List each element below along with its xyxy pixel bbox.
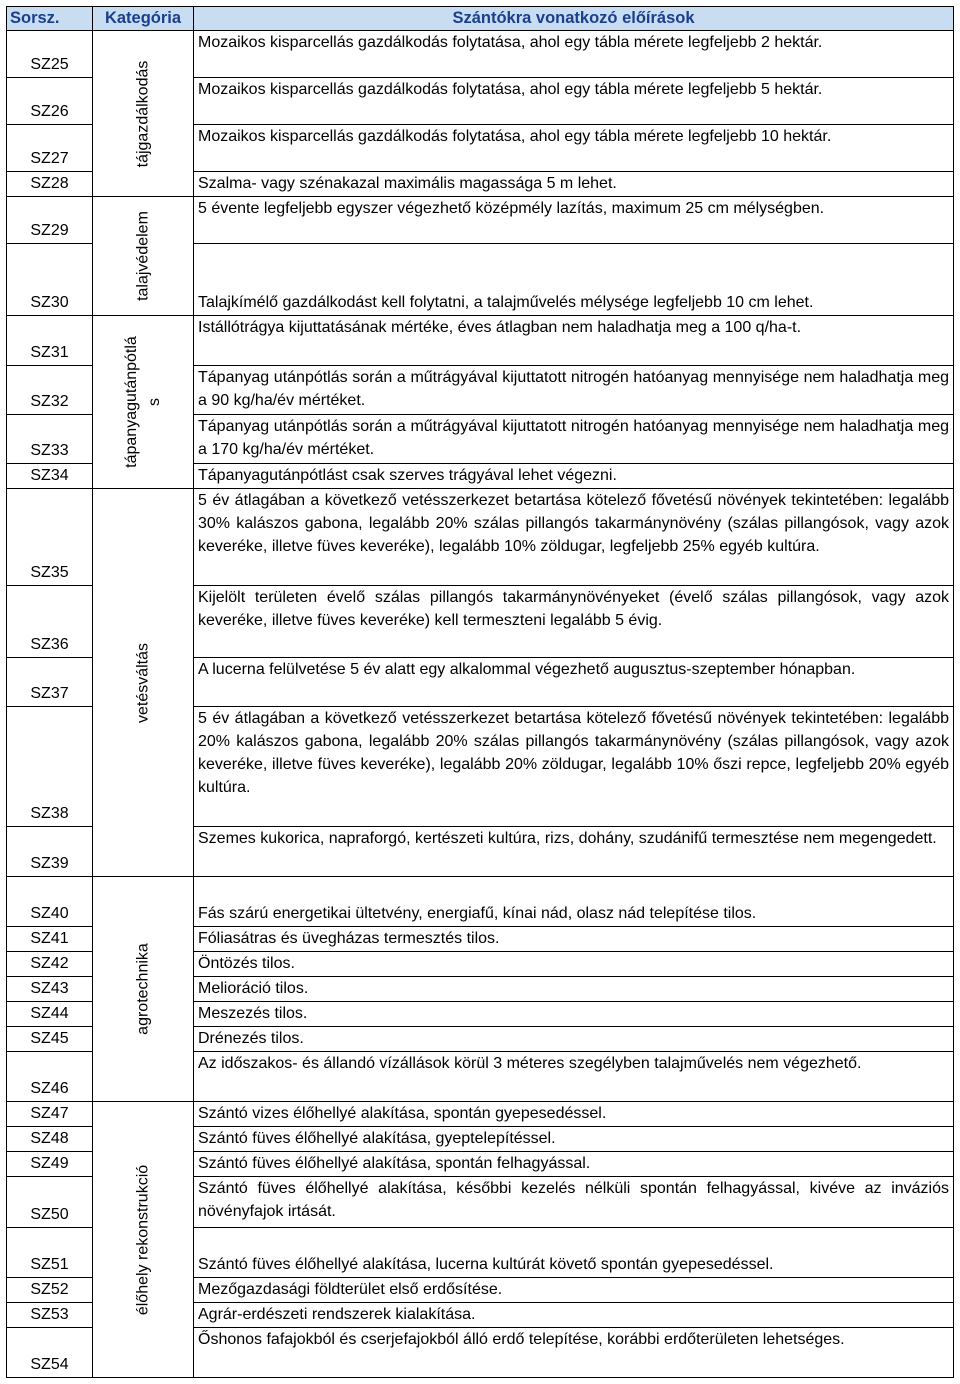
row-text: Mozaikos kisparcellás gazdálkodás folytatása, ahol egy tábla mérete legfeljebb 2 hektár. [194, 31, 954, 78]
row-code: SZ40 [7, 877, 93, 927]
category-agrotechnika [93, 877, 194, 1102]
row-code: SZ53 [7, 1303, 93, 1328]
row-text: Szántó füves élőhellyé alakítása, lucerna kultúrát követő spontán gyepesedéssel. [194, 1228, 954, 1278]
row-code: SZ44 [7, 1002, 93, 1027]
row-code: SZ37 [7, 658, 93, 707]
row-code: SZ51 [7, 1228, 93, 1278]
row-code: SZ54 [7, 1328, 93, 1378]
category-tajgazdalkodas [93, 31, 194, 197]
row-code: SZ27 [7, 125, 93, 172]
row-code: SZ42 [7, 952, 93, 977]
row-code: SZ47 [7, 1102, 93, 1127]
category-label: élőhely rekonstrukció [134, 1164, 152, 1315]
category-label: tájgazdálkodás [134, 60, 152, 167]
row-text: Szántó füves élőhellyé alakítása, spontán felhagyással. [194, 1152, 954, 1177]
category-label-line2: s [146, 398, 163, 406]
row-text: Fóliasátras és üvegházas termesztés tilos. [194, 927, 954, 952]
table-row [7, 31, 954, 78]
row-code: SZ38 [7, 707, 93, 827]
row-text: Szalma- vagy szénakazal maximális magassága 5 m lehet. [194, 172, 954, 197]
row-code: SZ29 [7, 197, 93, 244]
row-text: Szántó füves élőhellyé alakítása, későbbi kezelés nélküli spontán felhagyással, kivéve az inváziós növényfajok irtását. [194, 1177, 954, 1228]
row-code: SZ39 [7, 827, 93, 877]
row-text: Tápanyag utánpótlás során a műtrágyával kijuttatott nitrogén hatóanyag mennyisége nem haladhatja meg a 90 kg/ha/év mértéket. [194, 366, 954, 415]
row-code: SZ34 [7, 464, 93, 489]
row-text: Agrár-erdészeti rendszerek kialakítása. [194, 1303, 954, 1328]
row-text: Szemes kukorica, napraforgó, kertészeti kultúra, rizs, dohány, szudánifű termesztése nem megengedett. [194, 827, 954, 877]
row-code: SZ30 [7, 244, 93, 316]
row-code: SZ45 [7, 1027, 93, 1052]
row-text: Melioráció tilos. [194, 977, 954, 1002]
row-text: Tápanyagutánpótlást csak szerves trágyával lehet végezni. [194, 464, 954, 489]
row-code: SZ35 [7, 489, 93, 586]
category-tapanyagutanpotlas [93, 316, 194, 489]
row-code: SZ36 [7, 586, 93, 658]
table-row [7, 877, 954, 927]
row-text: Istállótrágya kijuttatásának mértéke, éves átlagban nem haladhatja meg a 100 q/ha-t. [194, 316, 954, 366]
row-text: Mozaikos kisparcellás gazdálkodás folytatása, ahol egy tábla mérete legfeljebb 10 hektár. [194, 125, 954, 172]
category-elohely-rekonstrukcio [93, 1102, 194, 1378]
row-text: Szántó vizes élőhellyé alakítása, spontán gyepesedéssel. [194, 1102, 954, 1127]
row-code: SZ48 [7, 1127, 93, 1152]
row-code: SZ28 [7, 172, 93, 197]
row-text: Fás szárú energetikai ültetvény, energiafű, kínai nád, olasz nád telepítése tilos. [194, 877, 954, 927]
row-code: SZ32 [7, 366, 93, 415]
row-code: SZ41 [7, 927, 93, 952]
row-code: SZ33 [7, 415, 93, 464]
category-label: agrotechnika [134, 943, 152, 1035]
row-code: SZ43 [7, 977, 93, 1002]
row-code: SZ50 [7, 1177, 93, 1228]
category-label: talajvédelem [134, 211, 152, 301]
row-code: SZ31 [7, 316, 93, 366]
table-row [7, 316, 954, 366]
category-vetesvaltas [93, 489, 194, 877]
row-text: Tápanyag utánpótlás során a műtrágyával kijuttatott nitrogén hatóanyag mennyisége nem haladhatja meg a 170 kg/ha/év mértéket. [194, 415, 954, 464]
row-text: Öntözés tilos. [194, 952, 954, 977]
row-text: A lucerna felülvetése 5 év alatt egy alkalommal végezhető augusztus-szeptember hónapban. [194, 658, 954, 707]
table-header-row [7, 7, 954, 31]
category-label: vetésváltás [134, 642, 152, 723]
row-text: 5 év átlagában a következő vetésszerkezet betartása kötelező fővetésű növények tekintetében: legalább 20% kalászos gabona, legalább 20% szálas pillangós takarmánynövény (szálas pillangósok, vagy azok keveréke, illetve füves keveréke), legalább 20% zöldugar, legalább 10% őszi repce, legfeljebb 20% egyéb kultúra. [194, 707, 954, 827]
row-code: SZ49 [7, 1152, 93, 1177]
table-row [7, 489, 954, 586]
row-text: Drénezés tilos. [194, 1027, 954, 1052]
row-text: Meszezés tilos. [194, 1002, 954, 1027]
row-text: Mozaikos kisparcellás gazdálkodás folytatása, ahol egy tábla mérete legfeljebb 5 hektár. [194, 78, 954, 125]
table-row [7, 197, 954, 244]
row-text: Az időszakos- és állandó vízállások körül 3 méteres szegélyben talajművelés nem végezhető. [194, 1052, 954, 1102]
row-text: Mezőgazdasági földterület első erdősítése. [194, 1278, 954, 1303]
regulations-table [6, 6, 954, 1378]
row-code: SZ46 [7, 1052, 93, 1102]
row-code: SZ25 [7, 31, 93, 78]
category-talajvedelem [93, 197, 194, 316]
row-text: Talajkímélő gazdálkodást kell folytatni, a talajművelés mélysége legfeljebb 10 cm lehet. [194, 244, 954, 316]
row-text: 5 év átlagában a következő vetésszerkezet betartása kötelező fővetésű növények tekintetében: legalább 30% kalászos gabona, legalább 20% szálas pillangós takarmánynövény (szálas pillangósok, vagy azok keveréke, illetve füves keveréke), legalább 10% zöldugar, legfeljebb 25% egyéb kultúra. [194, 489, 954, 586]
header-sorsz: Sorsz. [7, 7, 93, 31]
header-eloirasok: Szántókra vonatkozó előírások [194, 7, 954, 31]
row-code: SZ26 [7, 78, 93, 125]
table-row [7, 1102, 954, 1127]
row-text: Kijelölt területen évelő szálas pillangós takarmánynövényeket (évelő szálas pillangósok, vagy azok keveréke, illetve füves keveréke) kell termeszteni legalább 5 évig. [194, 586, 954, 658]
row-code: SZ52 [7, 1278, 93, 1303]
category-label [120, 317, 166, 487]
row-text: 5 évente legfeljebb egyszer végezhető középmély lazítás, maximum 25 cm mélységben. [194, 197, 954, 244]
category-label-line1: tápanyagutánpótlá [123, 336, 140, 468]
row-text: Szántó füves élőhellyé alakítása, gyeptelepítéssel. [194, 1127, 954, 1152]
header-kategoria: Kategória [93, 7, 194, 31]
row-text: Őshonos fafajokból és cserjefajokból álló erdő telepítése, korábbi erdőterületen lehetséges. [194, 1328, 954, 1378]
